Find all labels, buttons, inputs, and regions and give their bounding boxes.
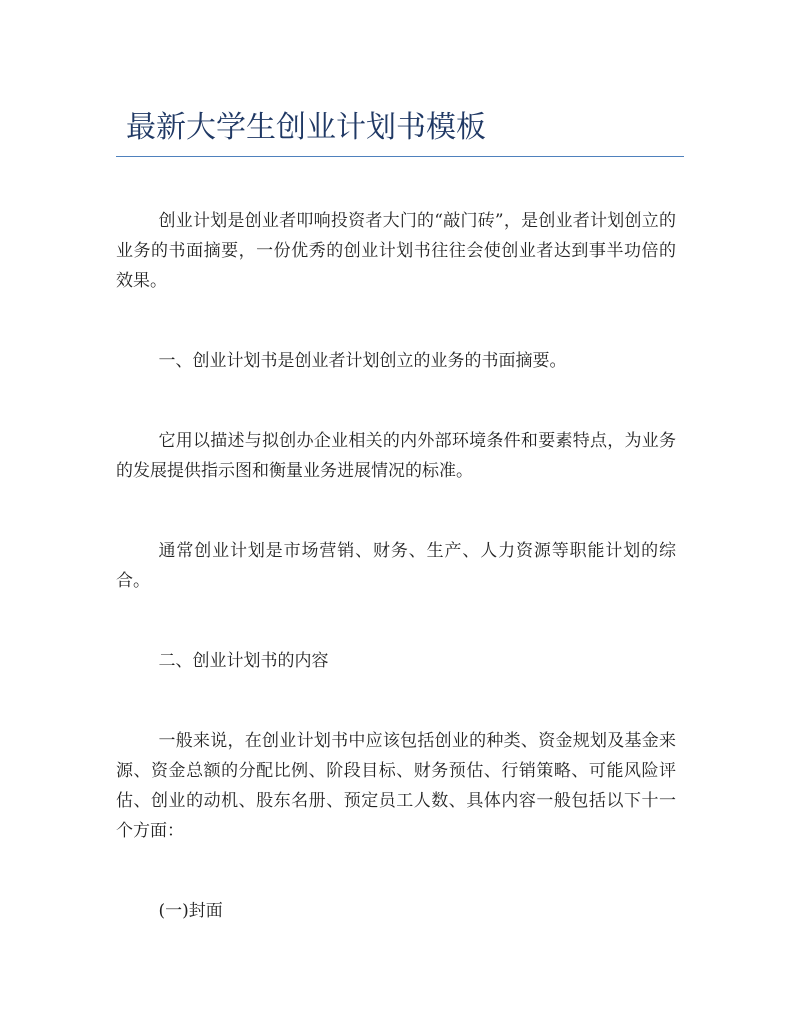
paragraph-contents-overview: 一般来说，在创业计划书中应该包括创业的种类、资金规划及基金来源、资金总额的分配比例、阶段目标、财务预估、行销策略、可能风险评估、创业的动机、股东名册、预定员工人数、具体内容一般包括以下十一个方面： xyxy=(116,731,676,841)
paragraph-functional-plans: 通常创业计划是市场营销、财务、生产、人力资源等职能计划的综合。 xyxy=(116,541,676,591)
paragraph-intro: 创业计划是创业者叩响投资者大门的“敲门砖”，是创业者计划创立的业务的书面摘要，一份优秀的创业计划书往往会使创业者达到事半功倍的效果。 xyxy=(116,211,676,291)
paragraph-cover-item: (一)封面 xyxy=(158,901,223,921)
paragraph-section-2-heading: 二、创业计划书的内容 xyxy=(158,651,329,671)
paragraph-description: 它用以描述与拟创办企业相关的内外部环境条件和要素特点，为业务的发展提供指示图和衡量业务进展情况的标准。 xyxy=(116,431,676,481)
document-title: 最新大学生创业计划书模板 xyxy=(126,110,486,145)
document-body xyxy=(116,206,676,926)
paragraph-section-1-heading: 一、创业计划书是创业者计划创立的业务的书面摘要。 xyxy=(158,351,567,371)
title-underline xyxy=(116,156,684,157)
